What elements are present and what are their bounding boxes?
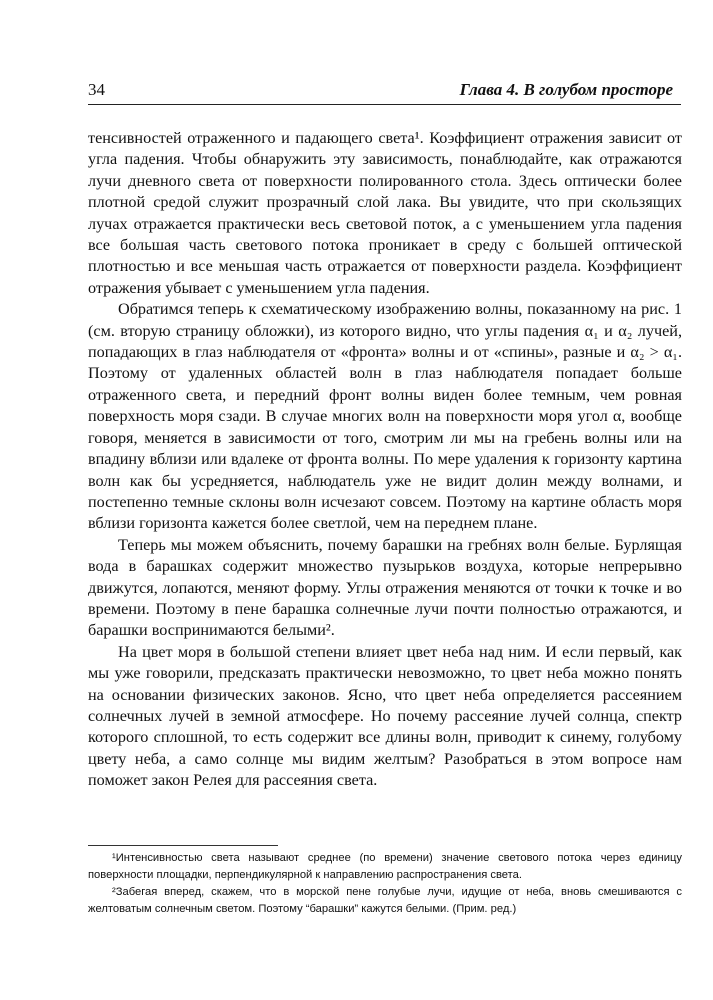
- body-text: [88, 128, 682, 792]
- running-head: Глава 4. В голубом просторе: [459, 80, 673, 99]
- paragraph-1: тенсивностей отраженного и падающего света¹. Коэффициент отражения зависит от угла падения. Чтобы обнаружить эту зависимость, понаблюдайте, как отражаются лучи дневного света от поверхности полированного стола. Здесь оптически более плотной средой служит прозрачный слой лака. Вы увидите, что при скользящих лучах отражается практически весь световой поток, а с уменьшением угла падения все большая часть светового потока проникает в среду с большей оптической плотностью и все меньшая часть отражается от поверхности раздела. Коэффициент отражения убывает с уменьшением угла падения.: [88, 129, 682, 297]
- footnote-rule: [88, 845, 278, 846]
- paragraph-2: Обратимся теперь к схематическому изображению волны, показанному на рис. 1 (см. вторую страницу обложки), из которого видно, что углы падения α₁ и α₂ лучей, попадающих в глаз наблюдателя от «фронта» волны и от «спины», разные и α₂ > α₁. Поэтому от удаленных областей волн в глаз наблюдателя попадает больше отраженного света, и передний фронт волны виден более темным, чем ровная поверхность моря сзади. В случае многих волн на поверхности моря угол α, вообще говоря, меняется в зависимости от того, смотрим ли мы на гребень волны или на впадину вблизи или вдалеке от фронта волны. По мере удаления к горизонту картина волн как бы усредняется, наблюдатель уже не видит долин между волнами, и постепенно темные склоны волн исчезают совсем. Поэтому на картине область моря вблизи горизонта кажется более светлой, чем на переднем плане.: [88, 300, 682, 533]
- header-rule: [88, 104, 681, 105]
- paragraph-4: На цвет моря в большой степени влияет цвет неба над ним. И если первый, как мы уже говорили, предсказать практически невозможно, то цвет неба можно понять на основании физических законов. Ясно, что цвет неба определяется рассеянием солнечных лучей в земной атмосфере. Но почему рассеяние лучей солнца, спектр которого сплошной, то есть содержит все длины волн, приводит к синему, голубому цвету неба, а само солнце мы видим желтым? Разобраться в этом вопросе нам поможет закон Релея для рассеяния света.: [88, 642, 682, 790]
- footnote-2: ²Забегая вперед, скажем, что в морской пене голубые лучи, идущие от неба, вновь смешиваются с желтоватым солнечным светом. Поэтому “барашки” кажутся белыми. (Прим. ред.): [88, 886, 682, 915]
- footnotes: [88, 850, 682, 918]
- page-header: [88, 80, 681, 106]
- footnote-1: ¹Интенсивностью света называют среднее (по времени) значение светового потока через единицу поверхности площадки, перпендикулярной к направлению распространения света.: [88, 852, 682, 881]
- paragraph-3: Теперь мы можем объяснить, почему барашки на гребнях волн белые. Бурлящая вода в барашках содержит множество пузырьков воздуха, которые непрерывно движутся, лопаются, меняют форму. Углы отражения меняются от точки к точке и во времени. Поэтому в пене барашка солнечные лучи почти полностью отражаются, и барашки воспринимаются белыми².: [88, 535, 682, 640]
- page-number: 34: [88, 80, 105, 99]
